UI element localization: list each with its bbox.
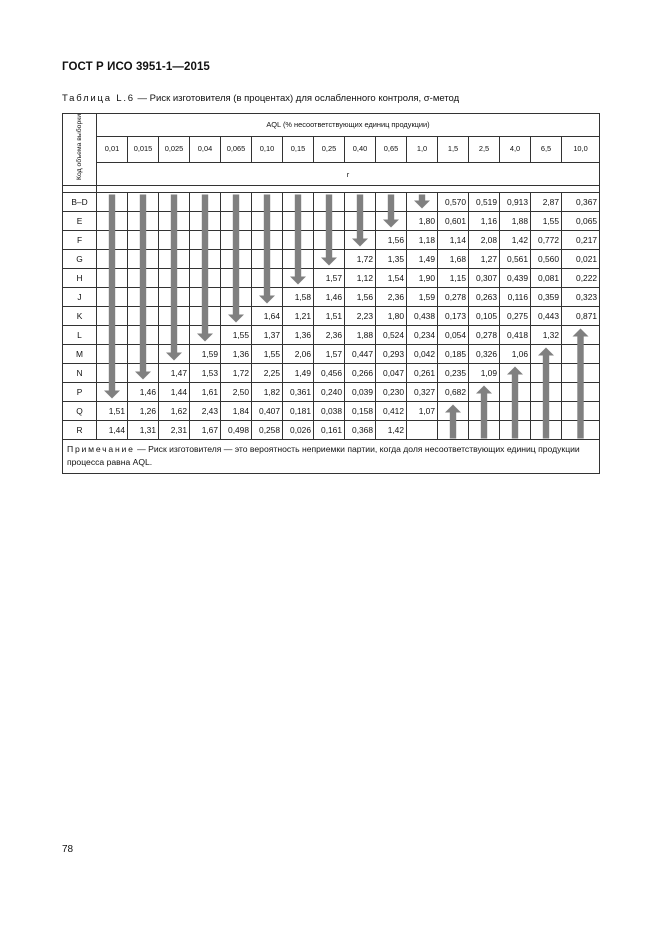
risk-value-cell xyxy=(469,382,500,401)
risk-value-cell xyxy=(221,306,252,325)
risk-value-cell: 1,42 xyxy=(376,420,407,439)
risk-value-cell xyxy=(128,287,159,306)
risk-value-cell: 0,261 xyxy=(407,363,438,382)
risk-value-cell: 2,31 xyxy=(159,420,190,439)
risk-value-cell: 1,67 xyxy=(190,420,221,439)
risk-value-cell: 0,263 xyxy=(469,287,500,306)
risk-value-cell: 1,44 xyxy=(159,382,190,401)
risk-value-cell: 1,55 xyxy=(531,211,562,230)
risk-value-cell xyxy=(531,420,562,439)
risk-value-cell: 1,16 xyxy=(469,211,500,230)
sample-code-cell: G xyxy=(63,249,97,268)
risk-value-cell: 1,36 xyxy=(221,344,252,363)
sample-code-cell: E xyxy=(63,211,97,230)
risk-value-cell xyxy=(97,344,128,363)
risk-value-cell xyxy=(283,249,314,268)
aql-column-header: 2,5 xyxy=(469,136,500,163)
risk-value-cell: 1,56 xyxy=(345,287,376,306)
risk-value-cell xyxy=(190,325,221,344)
risk-value-cell: 0,327 xyxy=(407,382,438,401)
table-row xyxy=(63,287,600,306)
sample-code-cell: J xyxy=(63,287,97,306)
aql-column-header: 0,04 xyxy=(190,136,221,163)
risk-value-cell: 0,026 xyxy=(283,420,314,439)
risk-value-cell xyxy=(252,230,283,249)
table-row xyxy=(63,211,600,230)
aql-group-header: AQL (% несоответствующих единиц продукции) xyxy=(97,114,600,137)
page-number: 78 xyxy=(62,844,74,855)
risk-value-cell: 1,09 xyxy=(469,363,500,382)
risk-value-cell: 0,158 xyxy=(345,401,376,420)
risk-value-cell xyxy=(221,249,252,268)
risk-value-cell: 1,55 xyxy=(252,344,283,363)
risk-value-cell: 1,21 xyxy=(283,306,314,325)
risk-value-cell xyxy=(500,401,531,420)
risk-value-cell: 0,039 xyxy=(345,382,376,401)
risk-value-cell xyxy=(159,306,190,325)
sample-code-header-text: Код объема выборки xyxy=(75,114,83,180)
table-caption xyxy=(62,93,459,104)
risk-value-cell xyxy=(531,382,562,401)
risk-value-cell xyxy=(531,363,562,382)
risk-value-cell: 0,498 xyxy=(221,420,252,439)
risk-value-cell xyxy=(221,287,252,306)
risk-value-cell: 1,58 xyxy=(283,287,314,306)
risk-value-cell: 1,55 xyxy=(221,325,252,344)
note-text: — Риск изготовителя — это вероятность неприемки партии, когда доля несоответствующих единиц продукции процесса равна AQL. xyxy=(67,443,580,467)
table-label: Таблица L.6 xyxy=(62,93,135,104)
risk-value-cell: 0,412 xyxy=(376,401,407,420)
risk-value-cell: 1,46 xyxy=(128,382,159,401)
risk-value-cell: 1,88 xyxy=(500,211,531,230)
table-row xyxy=(63,344,600,363)
risk-value-cell: 1,90 xyxy=(407,268,438,287)
risk-value-cell: 1,06 xyxy=(500,344,531,363)
risk-value-cell: 0,418 xyxy=(500,325,531,344)
aql-column-header: 10,0 xyxy=(562,136,600,163)
risk-value-cell xyxy=(252,249,283,268)
risk-value-cell: 0,293 xyxy=(376,344,407,363)
risk-value-cell: 0,367 xyxy=(562,192,600,211)
risk-value-cell: 0,065 xyxy=(562,211,600,230)
aql-column-header: 0,065 xyxy=(221,136,252,163)
risk-value-cell xyxy=(252,192,283,211)
table-header-row-symbol xyxy=(63,163,600,186)
risk-value-cell xyxy=(345,230,376,249)
risk-value-cell: 1,57 xyxy=(314,344,345,363)
risk-value-cell: 0,560 xyxy=(531,249,562,268)
risk-value-cell: 0,038 xyxy=(314,401,345,420)
risk-value-cell: 0,456 xyxy=(314,363,345,382)
table-row xyxy=(63,306,600,325)
risk-value-cell xyxy=(562,363,600,382)
risk-value-cell: 0,081 xyxy=(531,268,562,287)
risk-value-cell xyxy=(283,192,314,211)
risk-value-cell: 0,368 xyxy=(345,420,376,439)
risk-value-cell: 0,561 xyxy=(500,249,531,268)
table-row xyxy=(63,363,600,382)
risk-value-cell: 0,047 xyxy=(376,363,407,382)
risk-value-cell xyxy=(159,230,190,249)
risk-value-cell xyxy=(128,306,159,325)
risk-value-cell xyxy=(283,230,314,249)
risk-value-cell: 1,54 xyxy=(376,268,407,287)
risk-value-cell: 0,913 xyxy=(500,192,531,211)
risk-value-cell xyxy=(97,268,128,287)
risk-value-cell: 0,222 xyxy=(562,268,600,287)
note-row xyxy=(63,439,600,473)
risk-value-cell xyxy=(314,249,345,268)
risk-value-cell xyxy=(128,344,159,363)
risk-table-container xyxy=(62,113,599,467)
risk-value-cell: 1,47 xyxy=(159,363,190,382)
risk-value-cell xyxy=(159,211,190,230)
risk-value-cell xyxy=(159,192,190,211)
risk-value-cell: 0,161 xyxy=(314,420,345,439)
risk-value-cell xyxy=(562,382,600,401)
risk-value-cell: 0,601 xyxy=(438,211,469,230)
risk-value-cell xyxy=(128,230,159,249)
risk-value-cell: 0,361 xyxy=(283,382,314,401)
risk-value-cell: 1,62 xyxy=(159,401,190,420)
risk-value-cell: 1,64 xyxy=(252,306,283,325)
aql-column-header: 0,15 xyxy=(283,136,314,163)
risk-value-cell: 1,26 xyxy=(128,401,159,420)
risk-value-cell xyxy=(97,306,128,325)
risk-value-cell xyxy=(128,192,159,211)
risk-value-cell: 2,87 xyxy=(531,192,562,211)
risk-value-cell xyxy=(97,211,128,230)
risk-value-cell: 0,323 xyxy=(562,287,600,306)
risk-value-cell: 0,359 xyxy=(531,287,562,306)
risk-value-cell: 0,116 xyxy=(500,287,531,306)
risk-value-cell: 2,23 xyxy=(345,306,376,325)
risk-value-cell: 0,105 xyxy=(469,306,500,325)
risk-table xyxy=(62,113,600,474)
risk-value-cell: 1,51 xyxy=(97,401,128,420)
risk-value-cell xyxy=(531,401,562,420)
risk-value-cell xyxy=(562,401,600,420)
aql-column-header: 4,0 xyxy=(500,136,531,163)
risk-value-cell xyxy=(190,306,221,325)
sample-code-cell: M xyxy=(63,344,97,363)
risk-value-cell: 0,235 xyxy=(438,363,469,382)
table-row xyxy=(63,230,600,249)
risk-value-cell: 1,46 xyxy=(314,287,345,306)
risk-value-cell xyxy=(159,249,190,268)
risk-value-cell xyxy=(345,192,376,211)
table-row xyxy=(63,192,600,211)
risk-value-cell: 1,37 xyxy=(252,325,283,344)
risk-value-cell: 1,61 xyxy=(190,382,221,401)
risk-value-cell: 0,570 xyxy=(438,192,469,211)
risk-value-cell: 0,772 xyxy=(531,230,562,249)
sample-code-header xyxy=(63,114,97,186)
risk-value-cell xyxy=(314,230,345,249)
risk-value-cell: 1,32 xyxy=(531,325,562,344)
sample-code-cell: L xyxy=(63,325,97,344)
risk-value-cell: 0,185 xyxy=(438,344,469,363)
risk-value-cell: 0,275 xyxy=(500,306,531,325)
risk-value-cell xyxy=(314,211,345,230)
risk-value-cell: 1,59 xyxy=(190,344,221,363)
risk-value-cell: 2,36 xyxy=(314,325,345,344)
risk-value-cell: 0,439 xyxy=(500,268,531,287)
risk-value-cell: 1,36 xyxy=(283,325,314,344)
aql-column-header: 0,25 xyxy=(314,136,345,163)
risk-value-cell: 0,258 xyxy=(252,420,283,439)
risk-value-cell: 1,56 xyxy=(376,230,407,249)
risk-value-cell: 1,57 xyxy=(314,268,345,287)
risk-value-cell: 0,519 xyxy=(469,192,500,211)
sample-code-cell: Q xyxy=(63,401,97,420)
risk-value-cell: 1,88 xyxy=(345,325,376,344)
header-gap-row xyxy=(63,185,600,192)
sample-code-cell: F xyxy=(63,230,97,249)
risk-value-cell: 2,43 xyxy=(190,401,221,420)
risk-value-cell: 1,84 xyxy=(221,401,252,420)
table-row xyxy=(63,325,600,344)
risk-value-cell xyxy=(97,192,128,211)
aql-column-header: 1,5 xyxy=(438,136,469,163)
risk-value-cell xyxy=(128,249,159,268)
symbol-header: r xyxy=(97,163,600,186)
risk-value-cell: 0,443 xyxy=(531,306,562,325)
risk-value-cell: 0,266 xyxy=(345,363,376,382)
aql-column-header: 1,0 xyxy=(407,136,438,163)
risk-value-cell xyxy=(97,325,128,344)
sample-code-cell: N xyxy=(63,363,97,382)
risk-value-cell xyxy=(376,211,407,230)
risk-value-cell: 1,59 xyxy=(407,287,438,306)
risk-value-cell xyxy=(469,401,500,420)
risk-value-cell: 2,06 xyxy=(283,344,314,363)
risk-value-cell xyxy=(190,211,221,230)
table-header-row-aql xyxy=(63,136,600,163)
risk-value-cell: 0,438 xyxy=(407,306,438,325)
table-header-row-group xyxy=(63,114,600,137)
risk-value-cell: 0,307 xyxy=(469,268,500,287)
risk-value-cell xyxy=(221,230,252,249)
risk-value-cell xyxy=(128,211,159,230)
risk-value-cell: 0,054 xyxy=(438,325,469,344)
risk-value-cell xyxy=(283,211,314,230)
note-lead: Примечание xyxy=(67,443,135,454)
risk-value-cell xyxy=(97,382,128,401)
risk-value-cell xyxy=(469,420,500,439)
risk-value-cell: 1,82 xyxy=(252,382,283,401)
aql-column-header: 0,015 xyxy=(128,136,159,163)
risk-value-cell xyxy=(438,420,469,439)
risk-value-cell: 0,524 xyxy=(376,325,407,344)
risk-value-cell xyxy=(407,192,438,211)
risk-value-cell xyxy=(159,287,190,306)
risk-value-cell: 2,36 xyxy=(376,287,407,306)
sample-code-cell: B–D xyxy=(63,192,97,211)
risk-value-cell xyxy=(97,363,128,382)
risk-value-cell xyxy=(438,401,469,420)
risk-value-cell: 0,230 xyxy=(376,382,407,401)
risk-value-cell xyxy=(221,211,252,230)
risk-value-cell: 0,234 xyxy=(407,325,438,344)
risk-value-cell xyxy=(128,268,159,287)
aql-column-header: 6,5 xyxy=(531,136,562,163)
risk-value-cell xyxy=(159,344,190,363)
risk-value-cell: 1,49 xyxy=(407,249,438,268)
risk-value-cell xyxy=(562,420,600,439)
risk-value-cell: 1,35 xyxy=(376,249,407,268)
risk-value-cell: 0,042 xyxy=(407,344,438,363)
risk-value-cell xyxy=(190,230,221,249)
aql-column-header: 0,10 xyxy=(252,136,283,163)
aql-column-header: 0,40 xyxy=(345,136,376,163)
risk-value-cell: 1,72 xyxy=(345,249,376,268)
risk-value-cell: 2,25 xyxy=(252,363,283,382)
risk-value-cell xyxy=(252,268,283,287)
risk-value-cell xyxy=(407,420,438,439)
risk-value-cell xyxy=(500,420,531,439)
risk-value-cell: 0,021 xyxy=(562,249,600,268)
risk-value-cell xyxy=(562,344,600,363)
risk-value-cell xyxy=(97,230,128,249)
risk-value-cell: 1,49 xyxy=(283,363,314,382)
risk-value-cell xyxy=(283,268,314,287)
risk-value-cell xyxy=(190,287,221,306)
risk-value-cell: 1,80 xyxy=(376,306,407,325)
risk-value-cell: 1,80 xyxy=(407,211,438,230)
risk-value-cell: 2,50 xyxy=(221,382,252,401)
risk-value-cell xyxy=(190,249,221,268)
risk-value-cell: 0,240 xyxy=(314,382,345,401)
risk-value-cell: 0,278 xyxy=(469,325,500,344)
risk-value-cell: 0,181 xyxy=(283,401,314,420)
risk-value-cell xyxy=(252,211,283,230)
risk-value-cell: 0,682 xyxy=(438,382,469,401)
risk-value-cell xyxy=(97,249,128,268)
risk-value-cell xyxy=(97,287,128,306)
aql-column-header: 0,01 xyxy=(97,136,128,163)
risk-value-cell xyxy=(159,268,190,287)
risk-value-cell: 2,08 xyxy=(469,230,500,249)
risk-value-cell xyxy=(221,192,252,211)
risk-value-cell xyxy=(221,268,252,287)
table-row xyxy=(63,382,600,401)
risk-value-cell: 1,72 xyxy=(221,363,252,382)
risk-value-cell xyxy=(500,382,531,401)
sample-code-cell: K xyxy=(63,306,97,325)
risk-value-cell: 1,18 xyxy=(407,230,438,249)
risk-value-cell xyxy=(376,192,407,211)
risk-value-cell: 1,15 xyxy=(438,268,469,287)
risk-value-cell: 0,407 xyxy=(252,401,283,420)
risk-value-cell xyxy=(128,325,159,344)
risk-value-cell: 1,14 xyxy=(438,230,469,249)
risk-value-cell: 1,31 xyxy=(128,420,159,439)
risk-value-cell: 1,44 xyxy=(97,420,128,439)
risk-value-cell: 1,12 xyxy=(345,268,376,287)
risk-value-cell: 0,447 xyxy=(345,344,376,363)
risk-value-cell xyxy=(500,363,531,382)
sample-code-cell: H xyxy=(63,268,97,287)
risk-value-cell: 1,27 xyxy=(469,249,500,268)
risk-value-cell: 1,53 xyxy=(190,363,221,382)
risk-value-cell xyxy=(345,211,376,230)
risk-value-cell: 0,278 xyxy=(438,287,469,306)
risk-value-cell xyxy=(314,192,345,211)
risk-value-cell xyxy=(531,344,562,363)
risk-value-cell xyxy=(190,268,221,287)
risk-value-cell: 0,871 xyxy=(562,306,600,325)
risk-value-cell xyxy=(562,325,600,344)
risk-value-cell: 1,07 xyxy=(407,401,438,420)
aql-column-header: 0,025 xyxy=(159,136,190,163)
risk-value-cell xyxy=(128,363,159,382)
risk-value-cell: 1,68 xyxy=(438,249,469,268)
table-row xyxy=(63,401,600,420)
risk-value-cell xyxy=(252,287,283,306)
table-caption-text: — Риск изготовителя (в процентах) для ослабленного контроля, σ-метод xyxy=(134,93,460,104)
document-header: ГОСТ Р ИСО 3951-1—2015 xyxy=(62,61,210,73)
risk-value-cell: 0,173 xyxy=(438,306,469,325)
risk-value-cell: 0,326 xyxy=(469,344,500,363)
table-note xyxy=(63,439,600,473)
aql-column-header: 0,65 xyxy=(376,136,407,163)
risk-value-cell: 1,42 xyxy=(500,230,531,249)
table-row xyxy=(63,249,600,268)
sample-code-cell: R xyxy=(63,420,97,439)
risk-value-cell: 1,51 xyxy=(314,306,345,325)
risk-value-cell: 0,217 xyxy=(562,230,600,249)
risk-value-cell xyxy=(159,325,190,344)
table-row xyxy=(63,268,600,287)
risk-value-cell xyxy=(190,192,221,211)
table-row xyxy=(63,420,600,439)
sample-code-cell: P xyxy=(63,382,97,401)
